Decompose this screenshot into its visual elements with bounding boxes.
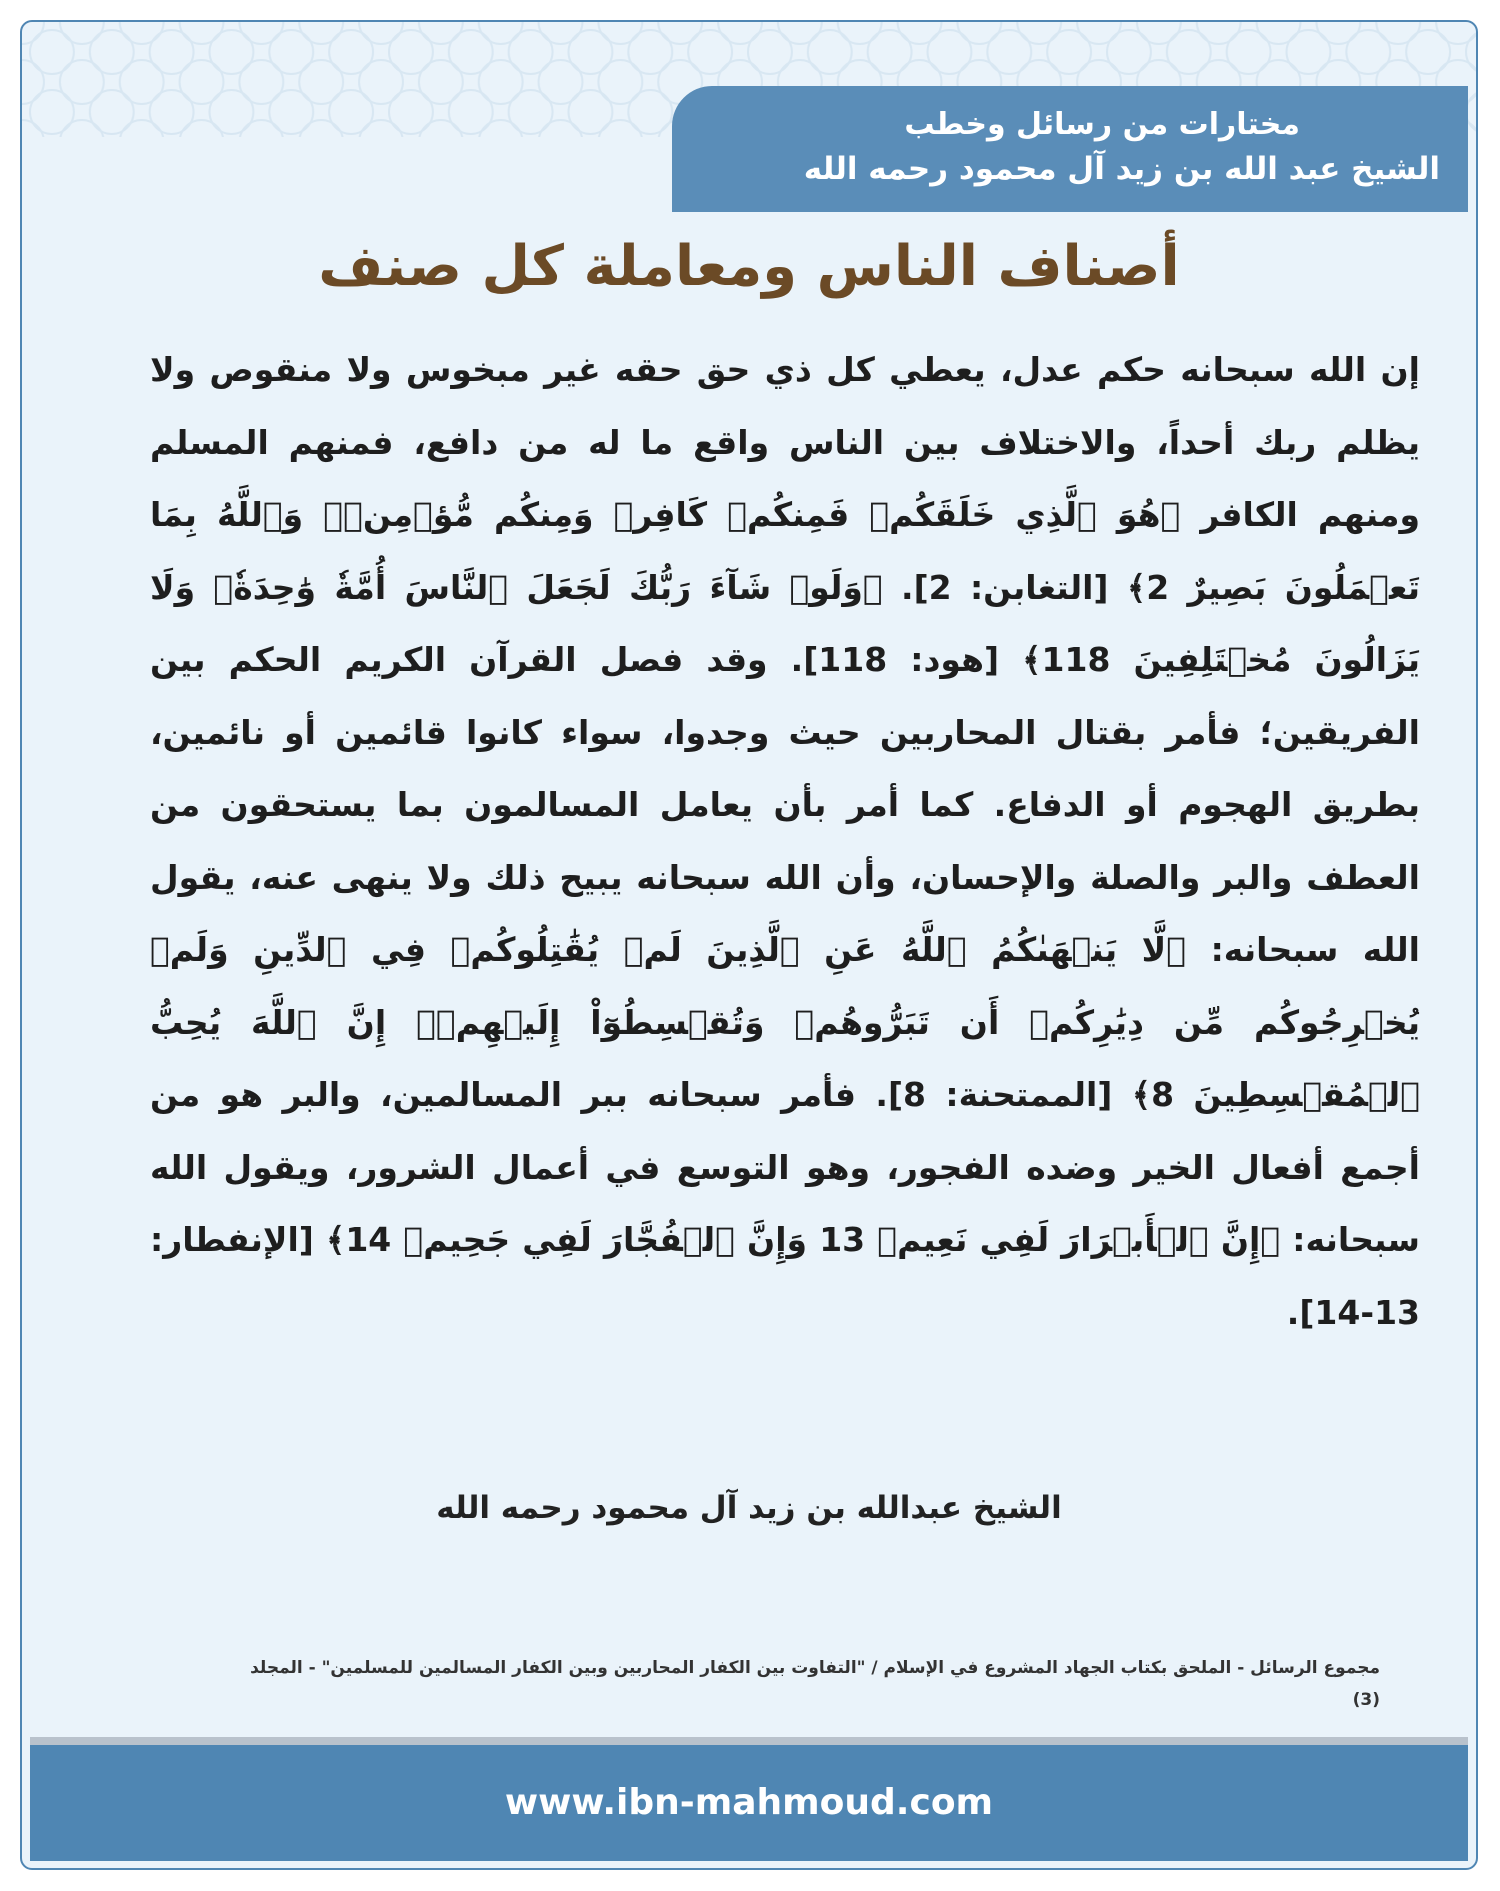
- header-band: [672, 86, 1468, 212]
- source-citation: مجموع الرسائل - الملحق بكتاب الجهاد المشروع في الإسلام / "التفاوت بين الكفار المحاربين وبين الكفار المسالمين للمسلمين" - المجلد (3): [250, 1658, 1380, 1710]
- article-body: إن الله سبحانه حكم عدل، يعطي كل ذي حق حقه غير مبخوس ولا منقوص ولا يظلم ربك أحداً، والاختلاف بين الناس واقع ما له من دافع، فمنهم المسلم ومنهم الكافر ﴿هُوَ ٱلَّذِي خَلَقَكُمۡ فَمِنكُمۡ كَافِرٞ وَمِنكُم مُّؤۡمِنٞۚ وَٱللَّهُ بِمَا تَعۡمَلُونَ بَصِيرٌ 2﴾ [التغابن: 2]. ﴿وَلَوۡ شَآءَ رَبُّكَ لَجَعَلَ ٱلنَّاسَ أُمَّةٗ وَٰحِدَةٗۖ وَلَا يَزَالُونَ مُخۡتَلِفِينَ 118﴾ [هود: 118]. وقد فصل القرآن الكريم الحكم بين الفريقين؛ فأمر بقتال المحاربين حيث وجدوا، سواء كانوا قائمين أو نائمين، بطريق الهجوم أو الدفاع. كما أمر بأن يعامل المسالمون بما يستحقون من العطف والبر والصلة والإحسان، وأن الله سبحانه يبيح ذلك ولا ينهى عنه، يقول الله سبحانه: ﴿لَّا يَنۡهَىٰكُمُ ٱللَّهُ عَنِ ٱلَّذِينَ لَمۡ يُقَٰتِلُوكُمۡ فِي ٱلدِّينِ وَلَمۡ يُخۡرِجُوكُم مِّن دِيَٰرِكُمۡ أَن تَبَرُّوهُمۡ وَتُقۡسِطُوٓاْ إِلَيۡهِمۡۚ إِنَّ ٱللَّهَ يُحِبُّ ٱلۡمُقۡسِطِينَ 8﴾ [الممتحنة: 8]. فأمر سبحانه ببر المسالمين، والبر هو من أجمع أفعال الخير وضده الفجور، وهو التوسع في أعمال الشرور، ويقول الله سبحانه: ﴿إِنَّ ٱلۡأَبۡرَارَ لَفِي نَعِيمٖ 13 وَإِنَّ ٱلۡفُجَّارَ لَفِي جَحِيمٖ 14﴾ [الإنفطار: 13-14].: [150, 350, 1421, 1332]
- footer-divider: [30, 1737, 1468, 1745]
- website-link[interactable]: www.ibn-mahmoud.com: [504, 1782, 994, 1823]
- footer-bar: [30, 1745, 1468, 1861]
- article-title: أصناف الناس ومعاملة كل صنف: [318, 234, 1180, 299]
- author-signature: الشيخ عبدالله بن زيد آل محمود رحمه الله: [436, 1490, 1062, 1526]
- header-series-title: مختارات من رسائل وخطب: [904, 107, 1300, 142]
- page-frame: [20, 20, 1478, 1870]
- header-author-name: الشيخ عبد الله بن زيد آل محمود رحمه الله: [803, 151, 1440, 187]
